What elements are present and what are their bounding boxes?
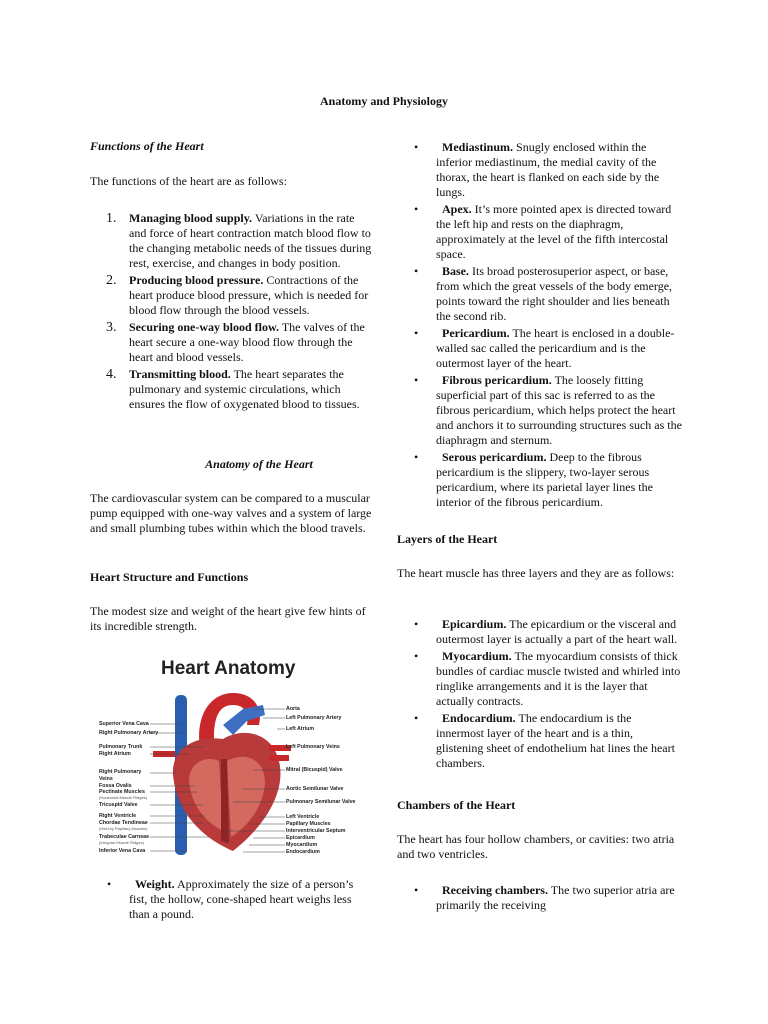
weight-item: • Weight. Approximately the size of a person’s fist, the hollow, cone-shaped heart weighs less than a pound. (107, 877, 354, 921)
label-left-ventricle: Left Ventricle (286, 814, 320, 820)
chambers-intro: The heart has four hollow chambers, or cavities: two atria and two ventricles. (397, 832, 675, 861)
layer-item: • Epicardium. The epicardium or the visceral and outermost layer is actually a part of the heart wall. (414, 617, 678, 646)
label-endocardium: Endocardium (286, 849, 320, 855)
layer-item: • Myocardium. The myocardium consists of thick bundles of cardiac muscle twisted and whirled into ringlike arrangements and it is the layer that actually contracts. (414, 649, 681, 708)
label-pulmonary-semilunar-valve: Pulmonary Semilunar Valve (286, 799, 356, 805)
label-superior-vena-cava: Superior Vena Cava (99, 721, 149, 727)
label-papillary-muscles: Papillary Muscles (286, 821, 331, 827)
label-tricuspid-valve: Tricuspid Valve (99, 802, 138, 808)
label-epicardium: Epicardium (286, 835, 315, 841)
label-pulmonary-trunk: Pulmonary Trunk (99, 744, 143, 750)
location-item: • Apex. It’s more pointed apex is directed toward the left hip and rests on the diaphragm, approximately at the level of the fifth intercostal space. (414, 202, 672, 261)
label-right-pulmonary: Right Pulmonary (99, 769, 142, 775)
functions-list (90, 211, 372, 414)
location-item: • Base. Its broad posterosuperior aspect, or base, from which the great vessels of the body emerge, points toward the right shoulder and lies beneath the second rib. (414, 264, 673, 323)
chambers-heading: Chambers of the Heart (397, 798, 516, 812)
function-item: 3. Securing one-way blood flow. The valves of the heart secure a one-way blood flow through the heart and blood vessels. (106, 320, 365, 364)
document-title: Anatomy and Physiology (319, 94, 449, 108)
label-left-pulmonary-veins: Left Pulmonary Veins (286, 744, 340, 750)
anatomy-heading: Anatomy of the Heart (205, 457, 313, 471)
location-item: • Mediastinum. Snugly enclosed within the inferior mediastinum, the medial cavity of the thorax, the heart is flanked on each side by the lungs. (414, 140, 660, 199)
chamber-item: • Receiving chambers. The two superior atria are primarily the receiving (414, 883, 675, 912)
layers-intro: The heart muscle has three layers and they are as follows: (397, 566, 675, 580)
label-pectinate-muscles: Pectinate Muscles (99, 789, 145, 795)
weight-list (90, 877, 372, 924)
layer-item: • Endocardium. The endocardium is the innermost layer of the heart and is a thin, glistening sheet of endothelium hat lines the heart chambers. (414, 711, 675, 770)
label-aorta: Aorta (286, 706, 300, 712)
label-inferior-vena-cava: Inferior Vena Cava (99, 848, 146, 854)
label-right-ventricle: Right Ventricle (99, 813, 137, 819)
label-aortic-semilunar-valve: Aortic Semilunar Valve (286, 786, 344, 792)
function-item: 1. Managing blood supply. Variations in the rate and force of heart contraction match blood flow to the changing metabolic needs of the tissues during rest, exercise, and changes in body position. (106, 211, 372, 270)
location-item: • Serous pericardium. Deep to the fibrous pericardium is the slippery, two-layer serous pericardium, where its parietal layer lines the interior of the fibrous pericardium. (414, 450, 653, 509)
function-item: 2. Producing blood pressure. Contractions of the heart produce blood pressure, which is needed for blood flow through the blood vessels. (106, 273, 369, 317)
location-list (397, 140, 682, 512)
label-sub-irregular: (Irregular Muscle Ridges) (99, 840, 144, 845)
label-veins: Veins (99, 776, 113, 782)
label-sub-papillary: (Held by Papillary Muscles) (99, 826, 148, 831)
layers-list (397, 617, 682, 773)
label-mitral-valve: Mitral (Bicuspid) Valve (286, 767, 343, 773)
label-right-pulmonary-artery: Right Pulmonary Artery (99, 730, 159, 736)
structure-paragraph: The modest size and weight of the heart give few hints of its incredible strength. (90, 604, 366, 633)
label-left-atrium: Left Atrium (286, 726, 315, 732)
label-trabeculae-carneae: Trabeculae Carneae (99, 834, 150, 840)
label-chordae-tendineae: Chordae Tendineae (99, 820, 148, 826)
function-item: 4. Transmitting blood. The heart separates the pulmonary and systemic circulations, which ensures the flow of oxygenated blood to tissues. (106, 367, 360, 411)
functions-intro: The functions of the heart are as follows: (90, 174, 287, 188)
functions-heading: Functions of the Heart (90, 139, 204, 153)
label-interventricular-septum: Interventricular Septum (286, 828, 346, 834)
layers-heading: Layers of the Heart (397, 532, 498, 546)
structure-heading: Heart Structure and Functions (90, 570, 249, 584)
anatomy-paragraph: The cardiovascular system can be compared to a muscular pump equipped with one-way valves and a system of large and small plumbing tubes within which the blood travels. (90, 491, 372, 535)
label-left-pulmonary-artery: Left Pulmonary Artery (286, 715, 342, 721)
figure-title: Heart Anatomy (161, 658, 296, 679)
chambers-list (397, 883, 682, 915)
location-item: • Fibrous pericardium. The loosely fitting superficial part of this sac is referred to as the fibrous pericardium, which helps protect the heart and anchors it to surrounding structures such as the diaphragm and sternum. (414, 373, 682, 447)
heart-anatomy-figure (93, 655, 371, 870)
label-fossa-ovalis: Fossa Ovalis (99, 783, 132, 789)
label-myocardium: Myocardium (286, 842, 318, 848)
label-sub-horizontal: (Horizontal Muscle Ridges) (99, 795, 148, 800)
label-right-atrium: Right Atrium (99, 751, 131, 757)
location-item: • Pericardium. The heart is enclosed in a double-walled sac called the pericardium and is the outermost layer of the heart. (414, 326, 675, 370)
